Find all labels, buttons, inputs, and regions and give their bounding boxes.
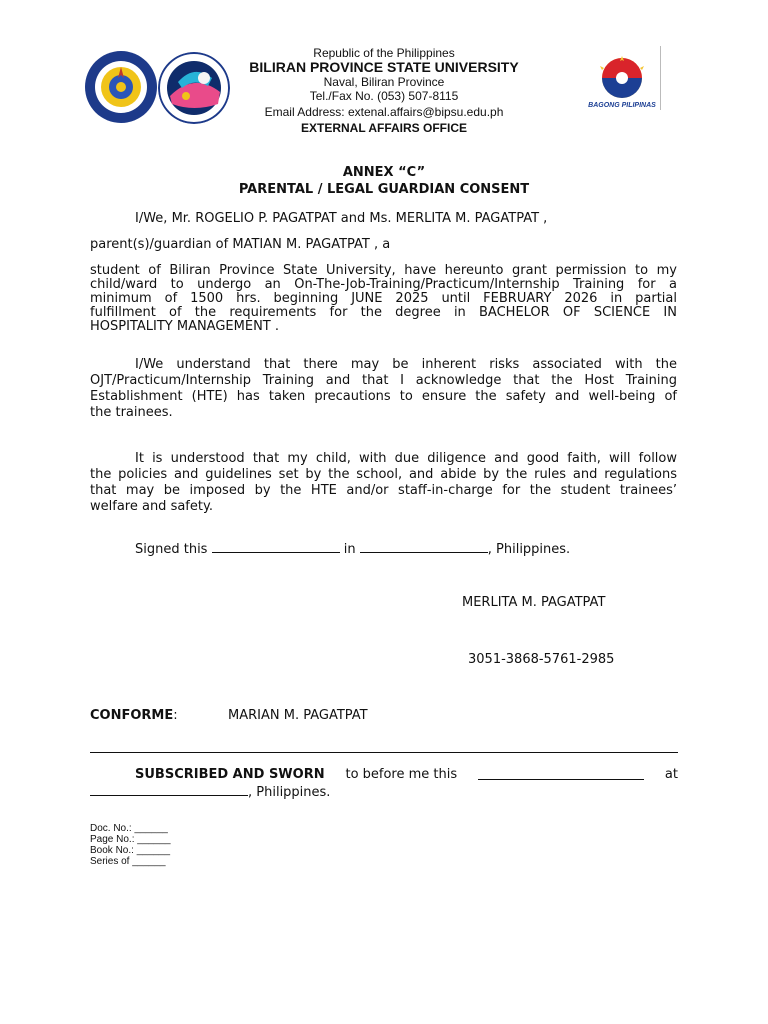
- paragraph-line: OJT/Practicum/Internship Training and that I acknowledge that the Host Training: [90, 373, 677, 388]
- conforme-line: [90, 708, 178, 724]
- page-no: Page No.: ______: [90, 834, 171, 845]
- sworn-line: [90, 767, 678, 801]
- consent-title: PARENTAL / LEGAL GUARDIAN CONSENT: [238, 182, 530, 197]
- conforme-label: CONFORME: [90, 708, 174, 723]
- email-line: Email Address: extenal.affairs@bipsu.edu.ph: [264, 105, 504, 119]
- conforme-colon: :: [173, 708, 178, 723]
- bagong-pilipinas-label: BAGONG PILIPINAS: [588, 102, 656, 109]
- sworn-rest: to before me this: [345, 767, 458, 782]
- address-line: Naval, Biliran Province: [323, 75, 445, 89]
- paragraph-line: fulfillment of the requirements for the degree in BACHELOR OF SCIENCE IN: [90, 305, 677, 320]
- signed-place-blank[interactable]: [360, 540, 488, 553]
- sworn-at: at: [664, 767, 678, 782]
- paragraph-line: the trainees.: [90, 405, 173, 420]
- risks-paragraph: [90, 357, 677, 421]
- section-divider: [90, 752, 678, 753]
- sworn-place-blank[interactable]: [90, 783, 248, 796]
- paragraph-line: that may be imposed by the HTE and/or staff-in-charge for the student trainees’: [90, 483, 677, 498]
- conforme-name: MARIAN M. PAGATPAT: [228, 708, 368, 723]
- paragraph-line: child/ward to undergo an On-The-Job-Training/Practicum/Internship Training for a: [90, 277, 677, 292]
- annex-label: ANNEX “C”: [342, 165, 426, 180]
- paragraph-line: It is understood that my child, with due diligence and good faith, will follow: [135, 451, 677, 466]
- sworn-date-blank[interactable]: [478, 767, 644, 780]
- doc-no: Doc. No.: ______: [90, 823, 168, 834]
- sworn-philippines: , Philippines.: [248, 785, 331, 800]
- signatory-id-number: 3051-3868-5761-2985: [468, 652, 615, 667]
- signed-in: in: [343, 542, 356, 557]
- notary-register: [90, 823, 171, 867]
- paragraph-line: the policies and guidelines set by the school, and abide by the rules and regulations: [90, 467, 677, 482]
- paragraph-line: HOSPITALITY MANAGEMENT .: [90, 319, 279, 334]
- signed-prefix: Signed this: [135, 542, 208, 557]
- consent-intro-line: I/We, Mr. ROGELIO P. PAGATPAT and Ms. MERLITA M. PAGATPAT ,: [135, 211, 548, 226]
- paragraph-line: minimum of 1500 hrs. beginning JUNE 2025 until FEBRUARY 2026 in partial: [90, 291, 677, 306]
- office-name: EXTERNAL AFFAIRS OFFICE: [300, 121, 467, 135]
- telfax-line: Tel./Fax No. (053) 507-8115: [309, 89, 459, 103]
- paragraph-line: Establishment (HTE) has taken precautions to ensure the safety and well-being of: [90, 389, 677, 404]
- sworn-bold: SUBSCRIBED AND SWORN: [135, 767, 325, 782]
- permission-paragraph: [90, 264, 677, 334]
- signed-suffix: , Philippines.: [487, 542, 571, 557]
- signed-line: [135, 540, 570, 558]
- series-of: Series of ______: [90, 856, 166, 867]
- book-no: Book No.: ______: [90, 845, 171, 856]
- paragraph-line: student of Biliran Province State University, have hereunto grant permission to my: [90, 263, 677, 278]
- signed-date-blank[interactable]: [212, 540, 340, 553]
- paragraph-line: welfare and safety.: [90, 499, 213, 514]
- paragraph-line: I/We understand that there may be inherent risks associated with the: [135, 357, 677, 372]
- signatory-name: MERLITA M. PAGATPAT: [462, 595, 606, 610]
- policies-paragraph: [90, 451, 677, 515]
- guardian-of-line: parent(s)/guardian of MATIAN M. PAGATPAT , a: [90, 237, 391, 252]
- university-name: BILIRAN PROVINCE STATE UNIVERSITY: [249, 59, 519, 75]
- republic-line: Republic of the Philippines: [313, 46, 455, 60]
